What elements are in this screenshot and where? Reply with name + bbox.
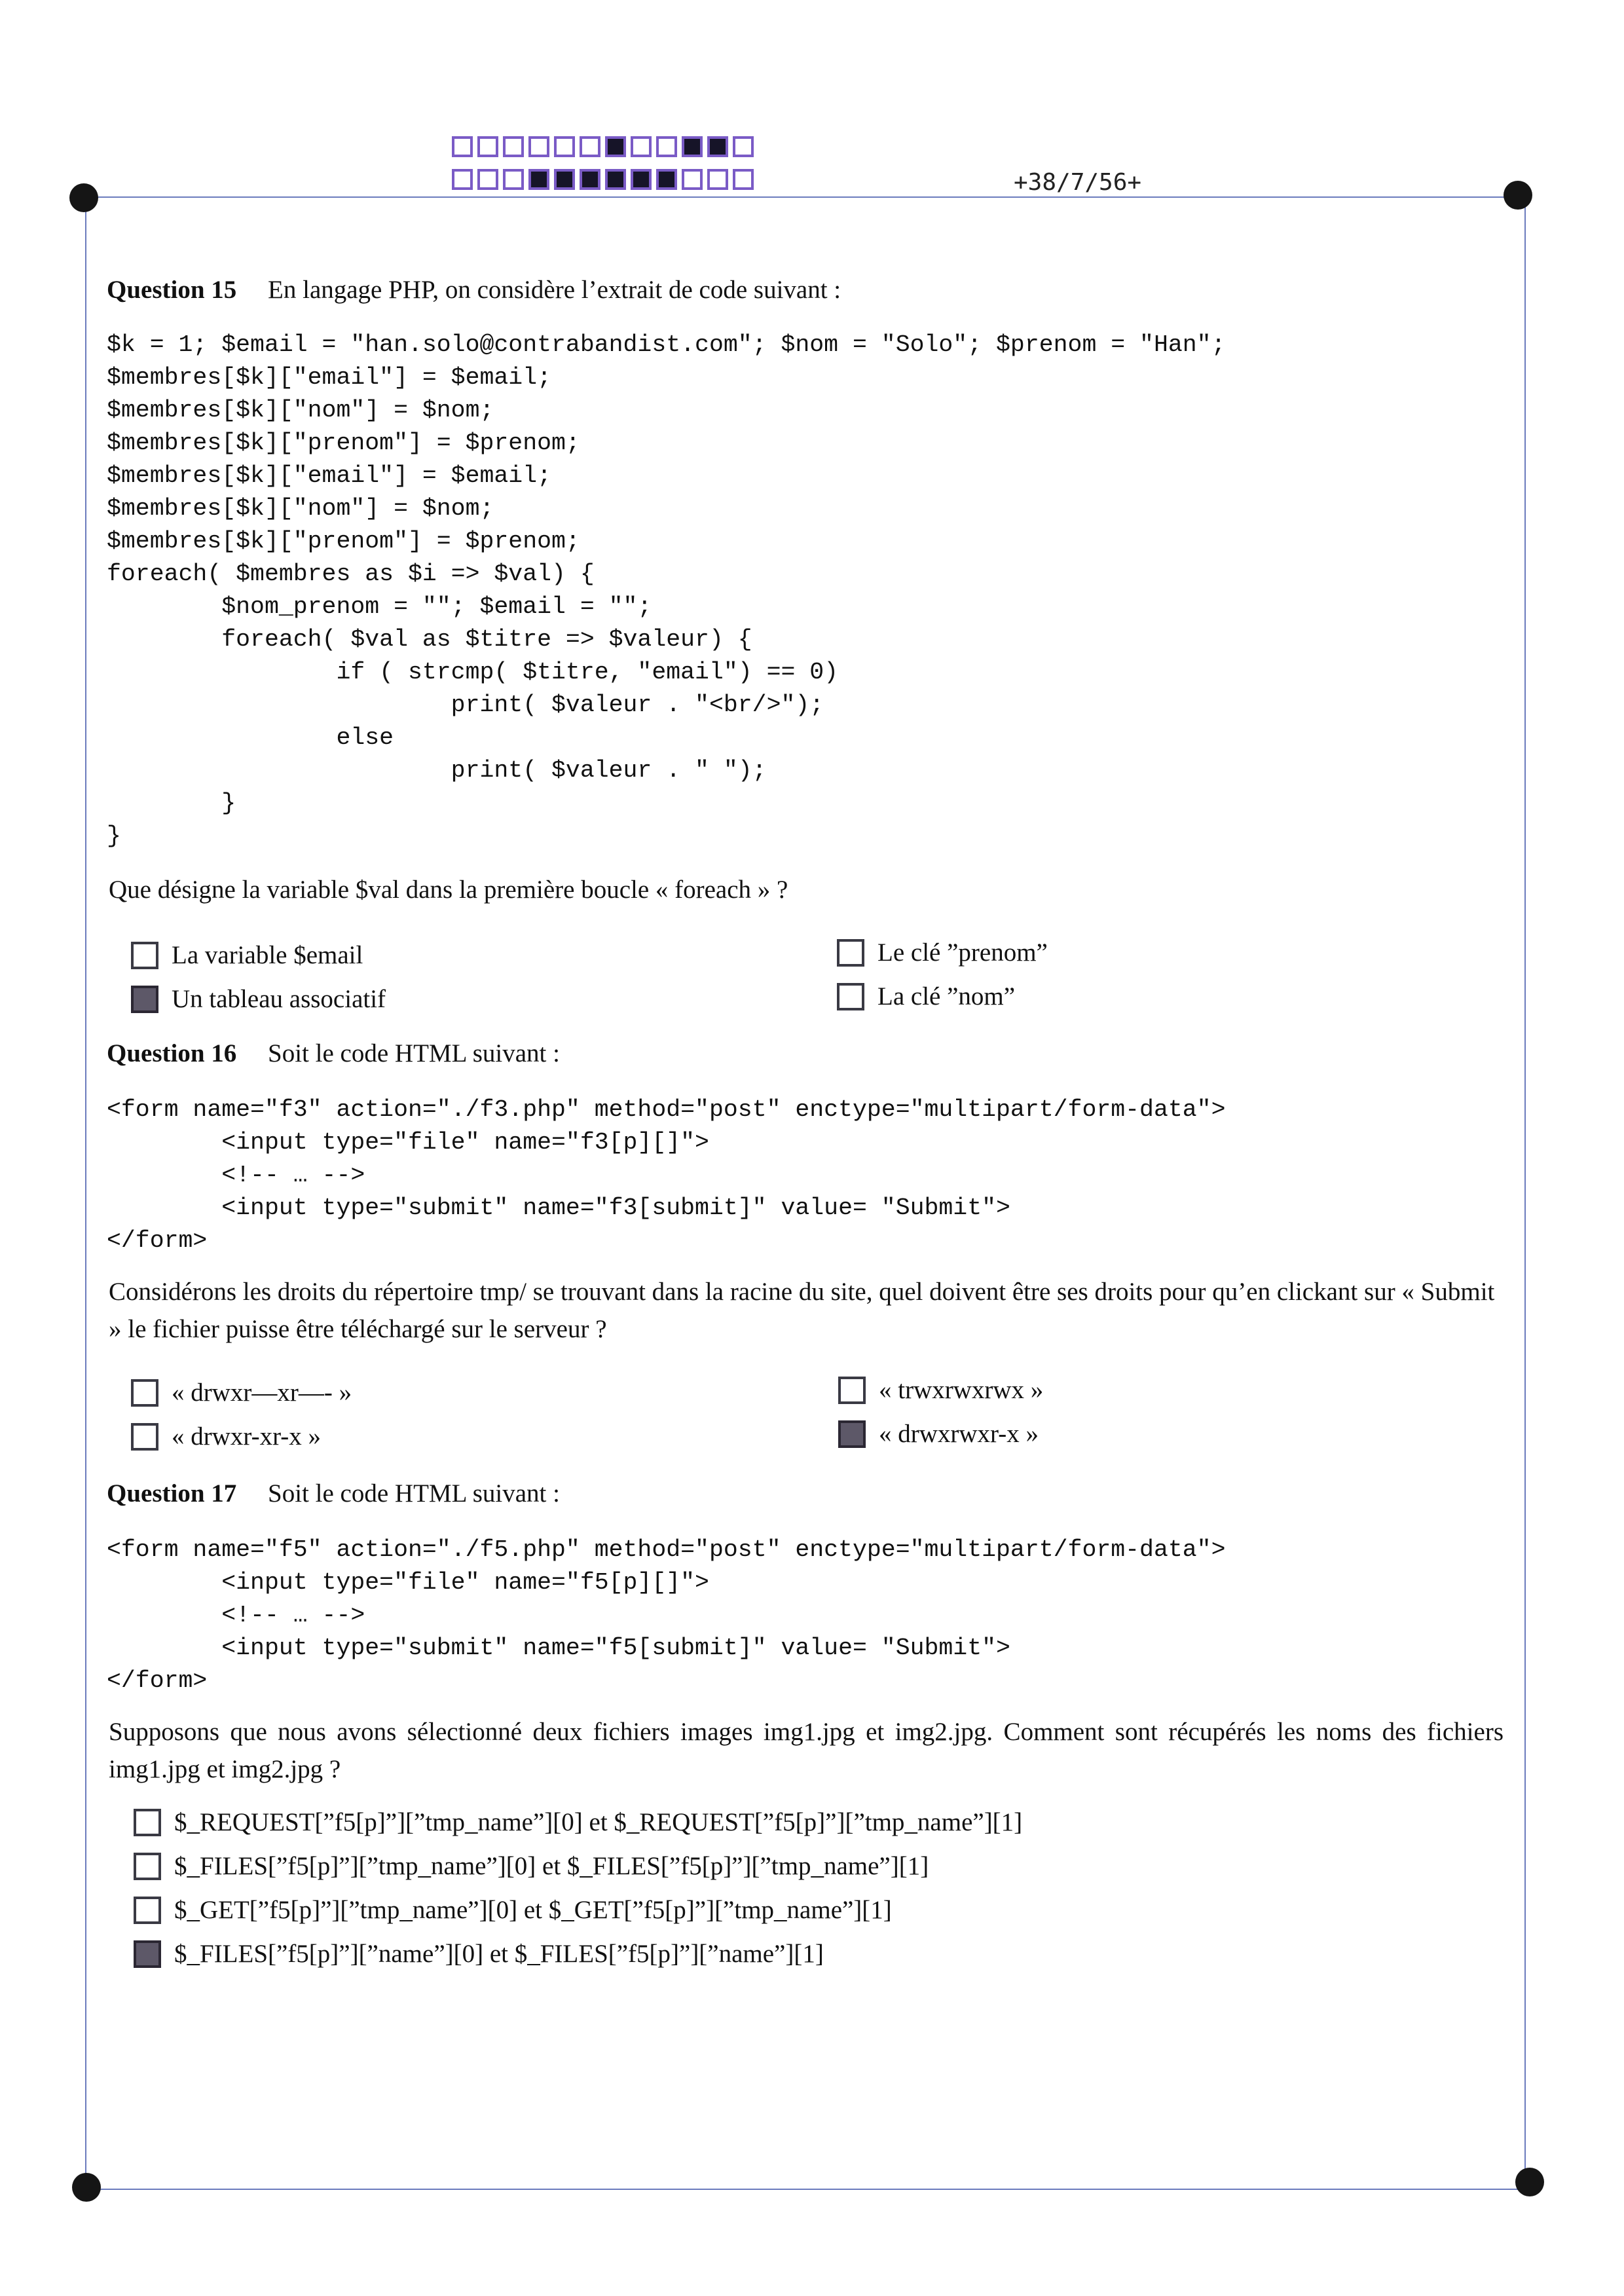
question-17-text: Supposons que nous avons sélectionné deux fichiers images img1.jpg et img2.jpg. Comment sont récupérés les noms des fichiers img1.jpg et img2.jpg ?: [109, 1718, 1504, 1783]
scan-code-cell: [503, 169, 524, 190]
scan-code-cell: [605, 136, 626, 157]
checkbox[interactable]: [837, 939, 864, 967]
checkbox[interactable]: [134, 1853, 161, 1880]
scan-code-cell: [554, 169, 575, 190]
scan-code-cell: [682, 169, 703, 190]
corner-mark-bottom-left: [72, 2173, 101, 2202]
question-prompt: Soit le code HTML suivant :: [268, 1039, 560, 1067]
question-15-header: [107, 275, 841, 305]
page-id: +38/7/56+: [1014, 169, 1142, 196]
html-code-block: <form name="f5" action="./f5.php" method="post" enctype="multipart/form-data"> <input type="file" name="f5[p][]"> <!-- … --> <input type="submit" name="f5[submit]" value= "Submit"> </form>: [107, 1536, 1226, 1694]
scan-code-cell: [605, 169, 626, 190]
scan-code-cell: [631, 136, 652, 157]
question-label: Question 17: [107, 1479, 237, 1508]
answer-choice[interactable]: [131, 984, 386, 1014]
scan-code-cell: [528, 136, 549, 157]
scan-code-cell: [477, 169, 498, 190]
answer-choice[interactable]: [837, 938, 1048, 967]
scan-code-cell: [682, 136, 703, 157]
checkbox[interactable]: [838, 1420, 866, 1448]
choice-label: $_GET[”f5[p]”][”tmp_name”][0] et $_GET[”f5[p]”][”tmp_name”][1]: [174, 1896, 892, 1924]
checkbox[interactable]: [131, 1379, 158, 1407]
choice-label: $_FILES[”f5[p]”][”name”][0] et $_FILES[”f5[p]”][”name”][1]: [174, 1940, 824, 1968]
question-16-text: Considérons les droits du répertoire tmp/ se trouvant dans la racine du site, quel doivent être ses droits pour qu’en clickant sur « Submit » le fichier puisse être téléchargé sur le serveur ?: [109, 1278, 1495, 1343]
scan-code-cell: [477, 136, 498, 157]
scan-code-cell: [580, 136, 600, 157]
scan-code-cell: [733, 136, 754, 157]
question-17-header: [107, 1479, 560, 1508]
choice-label: « drwxr—xr—- »: [172, 1379, 352, 1407]
question-prompt: Soit le code HTML suivant :: [268, 1479, 560, 1508]
choice-label: $_FILES[”f5[p]”][”tmp_name”][0] et $_FILES[”f5[p]”][”tmp_name”][1]: [174, 1852, 929, 1880]
choice-label: $_REQUEST[”f5[p]”][”tmp_name”][0] et $_REQUEST[”f5[p]”][”tmp_name”][1]: [174, 1808, 1023, 1836]
answer-choice[interactable]: [134, 1851, 929, 1881]
scan-code-cell: [707, 136, 728, 157]
scan-code-row-bottom: [452, 169, 758, 190]
question-15-text: Que désigne la variable $val dans la première boucle « foreach » ?: [109, 876, 788, 904]
scan-code-cell: [656, 136, 677, 157]
corner-mark-bottom-right: [1515, 2168, 1544, 2196]
question-16-header: [107, 1039, 560, 1068]
corner-mark-top-right: [1504, 181, 1532, 210]
scan-code-cell: [656, 169, 677, 190]
choice-label: La variable $email: [172, 941, 363, 969]
scan-code-cell: [503, 136, 524, 157]
scan-code-cell: [580, 169, 600, 190]
answer-choice[interactable]: [131, 1422, 321, 1451]
checkbox[interactable]: [837, 983, 864, 1010]
html-code-block: <form name="f3" action="./f3.php" method="post" enctype="multipart/form-data"> <input type="file" name="f3[p][]"> <!-- … --> <input type="submit" name="f3[submit]" value= "Submit"> </form>: [107, 1096, 1226, 1254]
checkbox[interactable]: [131, 1423, 158, 1451]
scan-code-cell: [452, 169, 473, 190]
choice-label: Le clé ”prenom”: [877, 938, 1048, 967]
answer-choice[interactable]: [837, 982, 1015, 1011]
choice-label: « drwxr-xr-x »: [172, 1422, 322, 1451]
choice-label: « drwxrwxr-x »: [879, 1420, 1039, 1448]
choice-label: La clé ”nom”: [877, 982, 1016, 1010]
checkbox[interactable]: [134, 1809, 161, 1836]
question-label: Question 15: [107, 276, 237, 304]
scan-code-cell: [554, 136, 575, 157]
checkbox[interactable]: [131, 942, 158, 969]
answer-choice[interactable]: [838, 1419, 1039, 1449]
scan-code-cell: [707, 169, 728, 190]
answer-choice[interactable]: [134, 1895, 892, 1925]
checkbox[interactable]: [838, 1377, 866, 1404]
scan-code-row-top: [452, 136, 758, 157]
scan-code-cell: [528, 169, 549, 190]
question-label: Question 16: [107, 1039, 237, 1067]
choice-label: « trwxrwxrwx »: [879, 1376, 1044, 1404]
checkbox[interactable]: [131, 986, 158, 1013]
scan-code-cell: [452, 136, 473, 157]
answer-choice[interactable]: [134, 1939, 824, 1969]
answer-choice[interactable]: [131, 940, 363, 970]
checkbox[interactable]: [134, 1940, 161, 1968]
answer-choice[interactable]: [131, 1378, 352, 1407]
answer-choice[interactable]: [838, 1375, 1043, 1405]
checkbox[interactable]: [134, 1897, 161, 1924]
question-prompt: En langage PHP, on considère l’extrait de code suivant :: [268, 276, 841, 304]
answer-choice[interactable]: [134, 1807, 1022, 1837]
choice-label: Un tableau associatif: [172, 985, 386, 1013]
scan-code-cell: [631, 169, 652, 190]
corner-mark-top-left: [69, 183, 98, 212]
scan-code-cell: [733, 169, 754, 190]
php-code-block: $k = 1; $email = "han.solo@contrabandist.com"; $nom = "Solo"; $prenom = "Han"; $membres[$k]["email"] = $email; $membres[$k]["nom"] = $nom; $membres[$k]["prenom"] = $prenom; $membres[$k]["email"] = $email; $membres[$k]["nom"] = $nom; $membres[$k]["prenom"] = $prenom; foreach( $membres as $i => $val) { $nom_prenom = ""; $email = ""; foreach( $val as $titre => $valeur) { if ( strcmp( $titre, "email") == 0) print( $valeur . "<br/>"); else print( $valeur . " "); } }: [107, 331, 1226, 849]
